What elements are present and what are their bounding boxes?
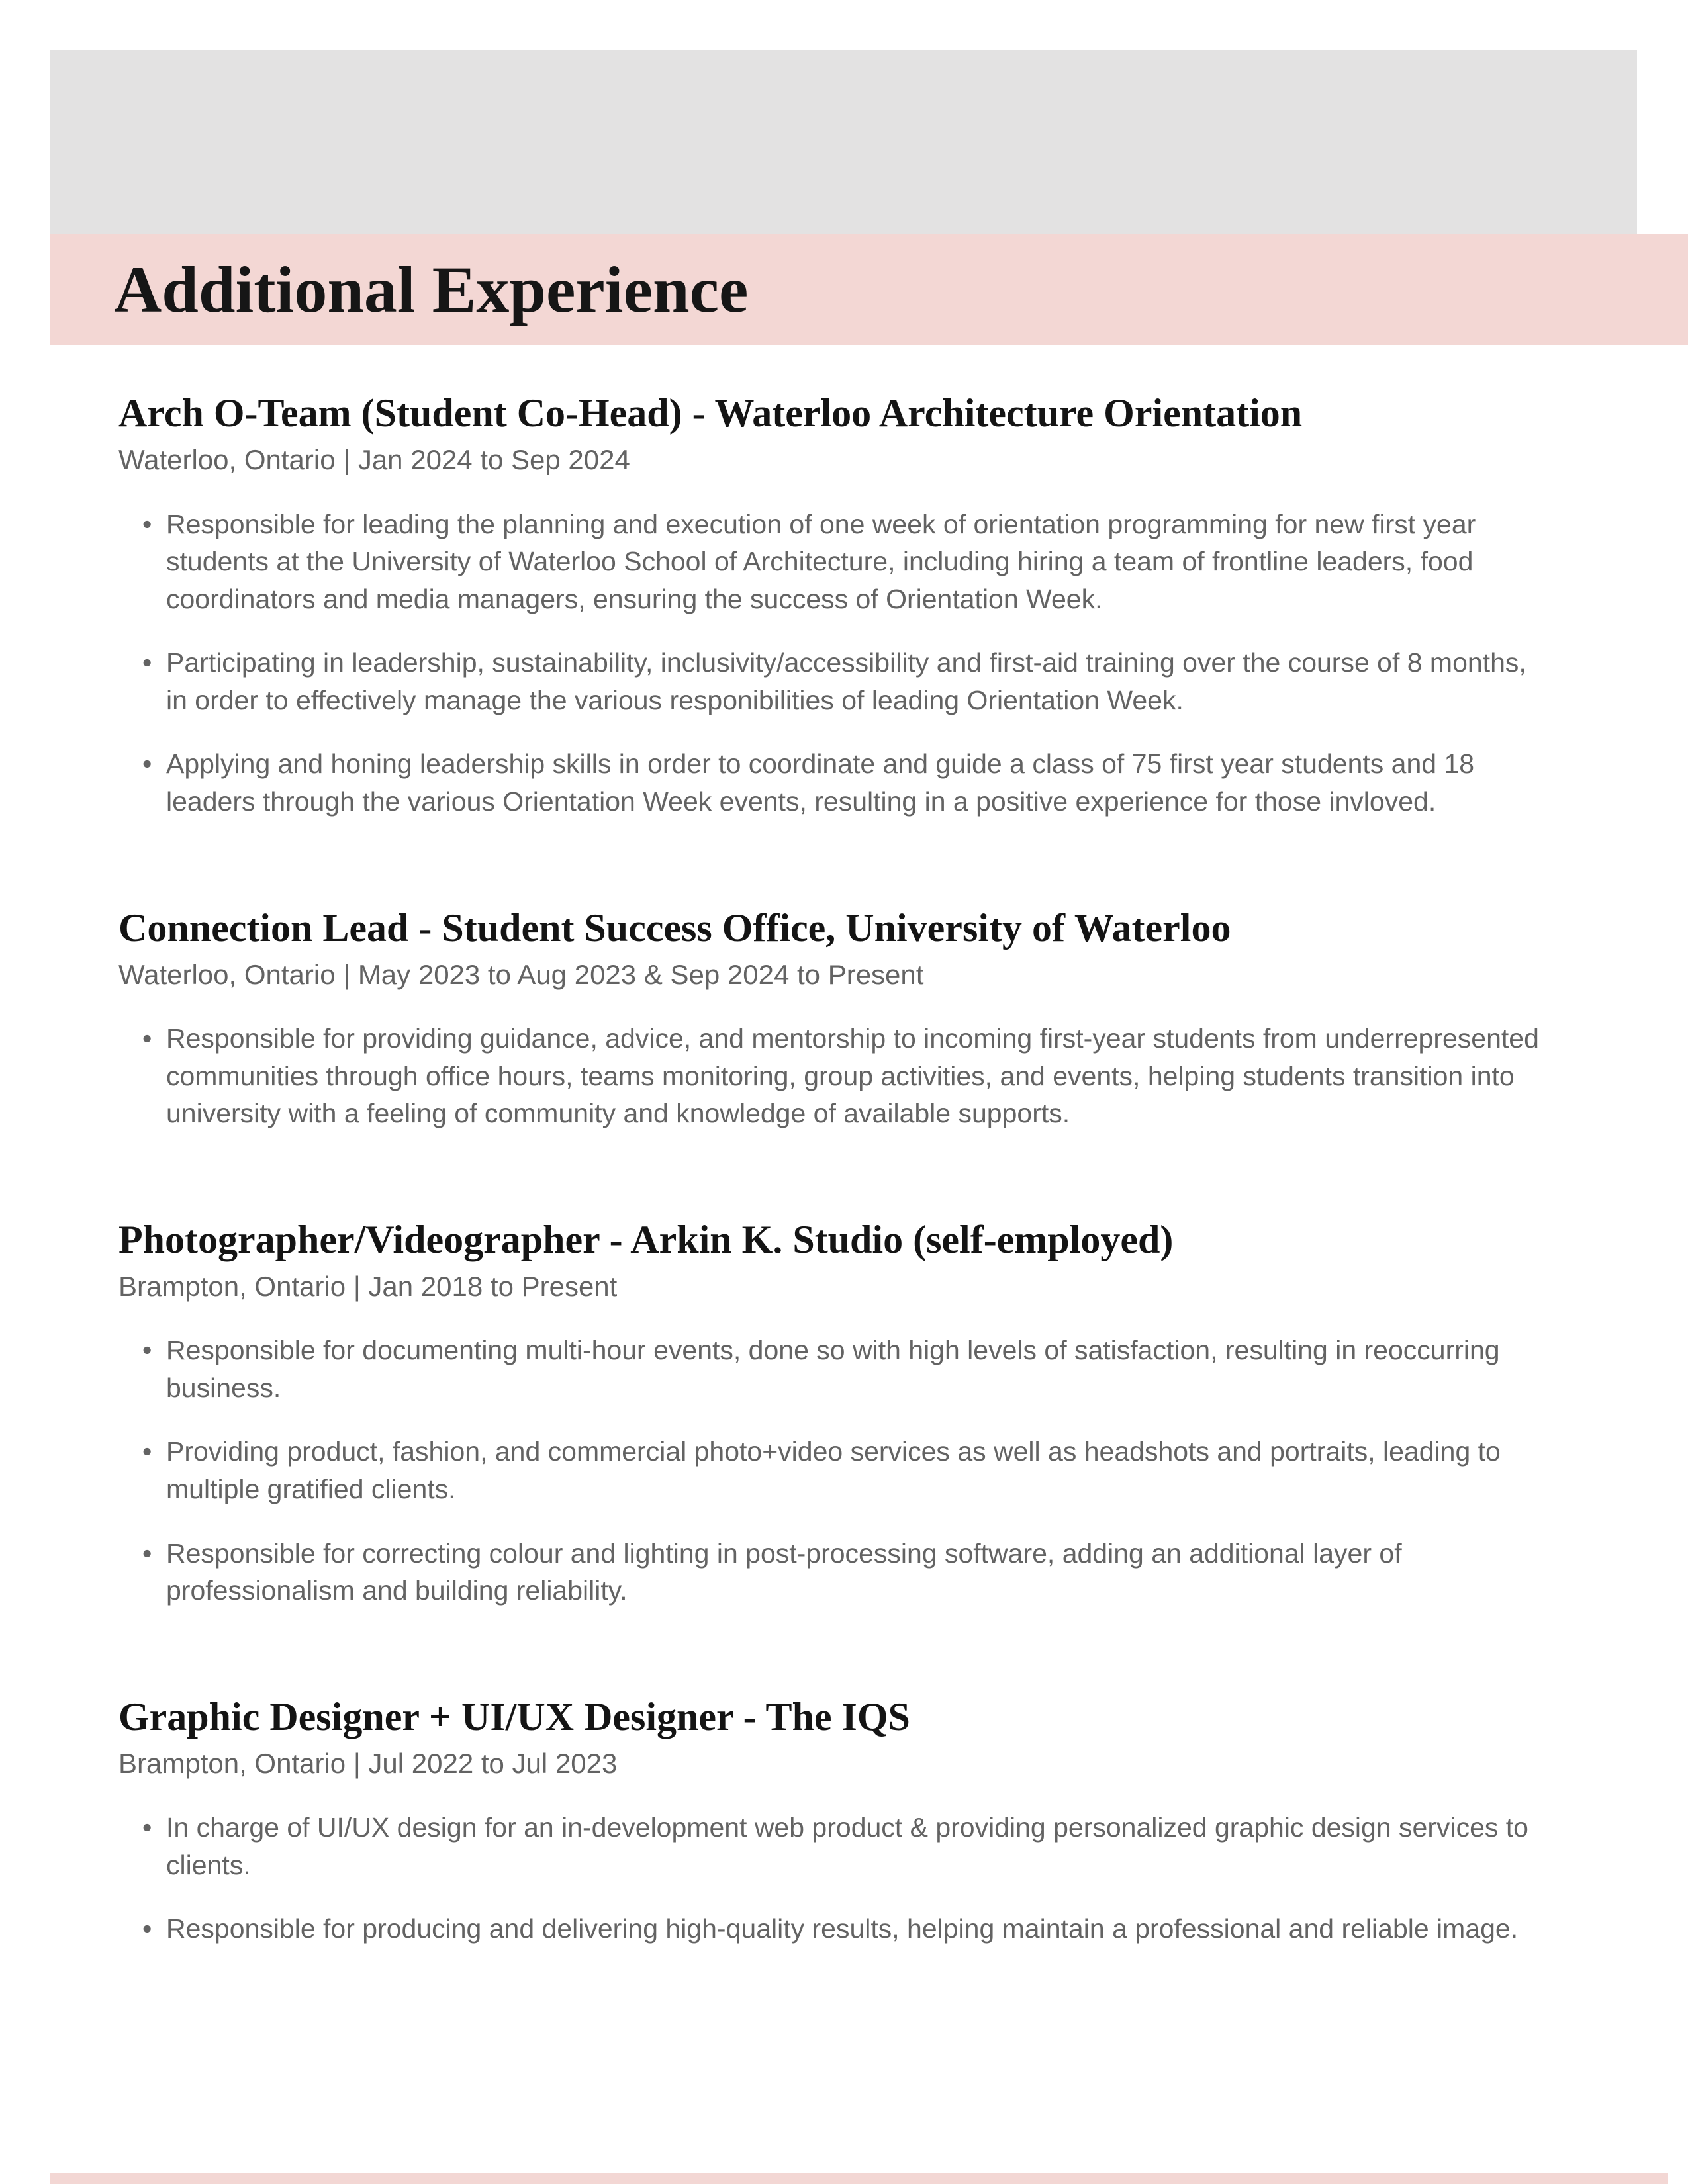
- experience-content: [118, 390, 1555, 1948]
- job-section-graphic-designer: [118, 1694, 1555, 1948]
- bullet-item: • Responsible for producing and delivering high-quality results, helping maintain a professional and reliable image.: [118, 1910, 1555, 1948]
- job-bullet-list: [118, 1809, 1555, 1948]
- bullet-item: • In charge of UI/UX design for an in-development web product & providing personalized graphic design services to clients.: [118, 1809, 1555, 1884]
- job-bullet-list: [118, 1332, 1555, 1609]
- page-title: Additional Experience: [114, 252, 749, 326]
- bullet-item: • Applying and honing leadership skills in order to coordinate and guide a class of 75 first year students and 18 leaders through the various Orientation Week events, resulting in a positive experience for those invloved.: [118, 745, 1555, 820]
- section-title-banner: [50, 234, 1688, 345]
- job-section-connection-lead: [118, 905, 1555, 1132]
- bullet-item: • Responsible for documenting multi-hour events, done so with high levels of satisfaction, resulting in reoccurring business.: [118, 1332, 1555, 1406]
- job-bullet-list: [118, 506, 1555, 821]
- job-heading: Photographer/Videographer - Arkin K. Studio (self-employed): [118, 1217, 1174, 1261]
- bullet-item: • Responsible for providing guidance, advice, and mentorship to incoming first-year students from underrepresented communities through office hours, teams monitoring, group activities, and events, helping students transition into university with a feeling of community and knowledge of available supports.: [118, 1020, 1555, 1132]
- header-spacer-block: [50, 50, 1637, 234]
- job-location-dates: Brampton, Ontario | Jan 2018 to Present: [118, 1270, 618, 1302]
- job-section-photographer: [118, 1217, 1555, 1610]
- bullet-item: • Responsible for correcting colour and lighting in post-processing software, adding an additional layer of professionalism and building reliability.: [118, 1535, 1555, 1610]
- job-location-dates: Waterloo, Ontario | May 2023 to Aug 2023 & Sep 2024 to Present: [118, 958, 924, 990]
- next-page-banner-edge: [50, 2173, 1668, 2184]
- bullet-item: • Providing product, fashion, and commercial photo+video services as well as headshots and portraits, leading to multiple gratified clients.: [118, 1433, 1555, 1508]
- job-heading: Connection Lead - Student Success Office, University of Waterloo: [118, 905, 1231, 950]
- job-heading: Arch O-Team (Student Co-Head) - Waterloo Architecture Orientation: [118, 391, 1303, 435]
- job-bullet-list: [118, 1020, 1555, 1132]
- bullet-item: • Participating in leadership, sustainability, inclusivity/accessibility and first-aid training over the course of 8 months, in order to effectively manage the various responibilities of leading Orientation Week.: [118, 644, 1555, 719]
- job-location-dates: Brampton, Ontario | Jul 2022 to Jul 2023: [118, 1747, 618, 1779]
- job-section-arch-o-team: [118, 390, 1555, 821]
- bullet-item: • Responsible for leading the planning and execution of one week of orientation programming for new first year students at the University of Waterloo School of Architecture, including hiring a team of frontline leaders, food coordinators and media managers, ensuring the success of Orientation Week.: [118, 506, 1555, 618]
- job-location-dates: Waterloo, Ontario | Jan 2024 to Sep 2024: [118, 444, 630, 475]
- job-heading: Graphic Designer + UI/UX Designer - The IQS: [118, 1694, 910, 1739]
